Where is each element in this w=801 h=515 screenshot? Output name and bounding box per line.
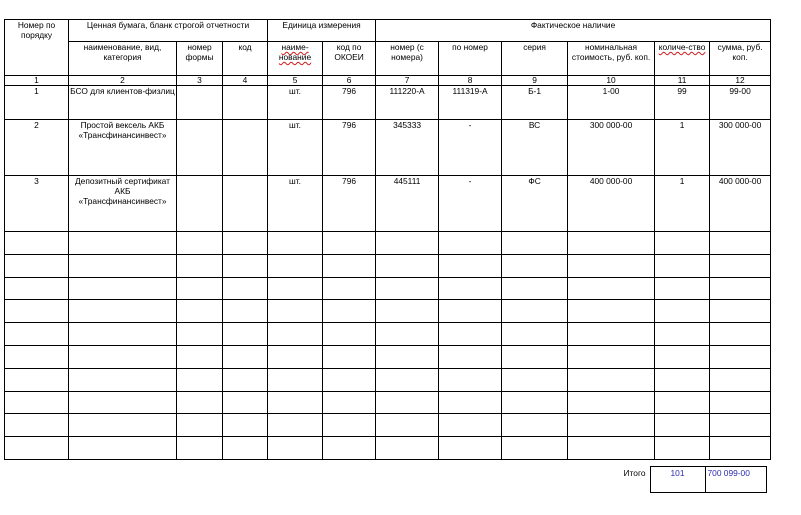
header-unit-group: Единица измерения [268, 20, 376, 42]
table-row [5, 86, 771, 120]
empty-row [5, 277, 771, 300]
total-row [602, 467, 766, 493]
column-number: 4 [223, 76, 268, 86]
header-code: код [223, 42, 268, 76]
empty-row [5, 254, 771, 277]
empty-row [5, 323, 771, 346]
security-name: Простой вексель АКБ «Трансфинансинвест» [69, 120, 177, 176]
total-table [602, 466, 767, 493]
header-number-to: по номер [439, 42, 502, 76]
column-number: 6 [323, 76, 376, 86]
column-number: 7 [376, 76, 439, 86]
nominal-value: 1-00 [568, 86, 655, 120]
series: ФС [502, 176, 568, 232]
column-number: 11 [655, 76, 710, 86]
empty-row [5, 391, 771, 414]
header-series: серия [502, 42, 568, 76]
number-from: 111220-А [376, 86, 439, 120]
series: Б-1 [502, 86, 568, 120]
empty-row [5, 232, 771, 255]
number-from: 345333 [376, 120, 439, 176]
header-row-2 [5, 42, 771, 76]
total-quantity: 101 [650, 467, 705, 493]
header-sum: сумма, руб. коп. [710, 42, 771, 76]
column-number: 1 [5, 76, 69, 86]
header-form-number: номер формы [177, 42, 223, 76]
column-number: 12 [710, 76, 771, 86]
sum: 400 000-00 [710, 176, 771, 232]
column-number: 3 [177, 76, 223, 86]
sum: 99-00 [710, 86, 771, 120]
total-sum: 700 099-00 [705, 467, 766, 493]
unit-name: шт. [268, 120, 323, 176]
security-name: Депозитный сертификат АКБ «Трансфинансинвест» [69, 176, 177, 232]
okei-code: 796 [323, 86, 376, 120]
form-number [177, 86, 223, 120]
empty-row [5, 414, 771, 437]
series: ВС [502, 120, 568, 176]
header-unit-name: наиме-нование [268, 42, 323, 76]
okei-code: 796 [323, 176, 376, 232]
unit-name: шт. [268, 176, 323, 232]
header-security-group: Ценная бумага, бланк строгой отчетности [69, 20, 268, 42]
header-name: наименование, вид, категория [69, 42, 177, 76]
nominal-value: 300 000-00 [568, 120, 655, 176]
empty-row [5, 437, 771, 460]
column-number: 9 [502, 76, 568, 86]
header-number-from: номер (с номера) [376, 42, 439, 76]
nominal-value: 400 000-00 [568, 176, 655, 232]
code [223, 86, 268, 120]
code [223, 120, 268, 176]
empty-row [5, 345, 771, 368]
form-number [177, 176, 223, 232]
number-to: - [439, 120, 502, 176]
column-number-row [5, 76, 771, 86]
header-row-1 [5, 20, 771, 42]
total-label: Итого [623, 467, 646, 478]
number-from: 445111 [376, 176, 439, 232]
table-row [5, 120, 771, 176]
header-quantity: количе-ство [655, 42, 710, 76]
number-to: 111319-А [439, 86, 502, 120]
number-to: - [439, 176, 502, 232]
empty-row [5, 300, 771, 323]
form-number [177, 120, 223, 176]
inventory-table [4, 19, 771, 460]
column-number: 8 [439, 76, 502, 86]
security-name: БСО для клиентов-физлиц [69, 86, 177, 120]
row-number: 1 [5, 86, 69, 120]
unit-name: шт. [268, 86, 323, 120]
quantity: 1 [655, 176, 710, 232]
header-row-number: Номер по порядку [5, 20, 69, 76]
empty-row [5, 368, 771, 391]
column-number: 2 [69, 76, 177, 86]
header-actual-group: Фактическое наличие [376, 20, 771, 42]
quantity: 1 [655, 120, 710, 176]
code [223, 176, 268, 232]
okei-code: 796 [323, 120, 376, 176]
header-nominal-value: номинальная стоимость, руб. коп. [568, 42, 655, 76]
header-okei-code: код по ОКОЕИ [323, 42, 376, 76]
column-number: 5 [268, 76, 323, 86]
row-number: 3 [5, 176, 69, 232]
column-number: 10 [568, 76, 655, 86]
table-row [5, 176, 771, 232]
quantity: 99 [655, 86, 710, 120]
sum: 300 000-00 [710, 120, 771, 176]
row-number: 2 [5, 120, 69, 176]
